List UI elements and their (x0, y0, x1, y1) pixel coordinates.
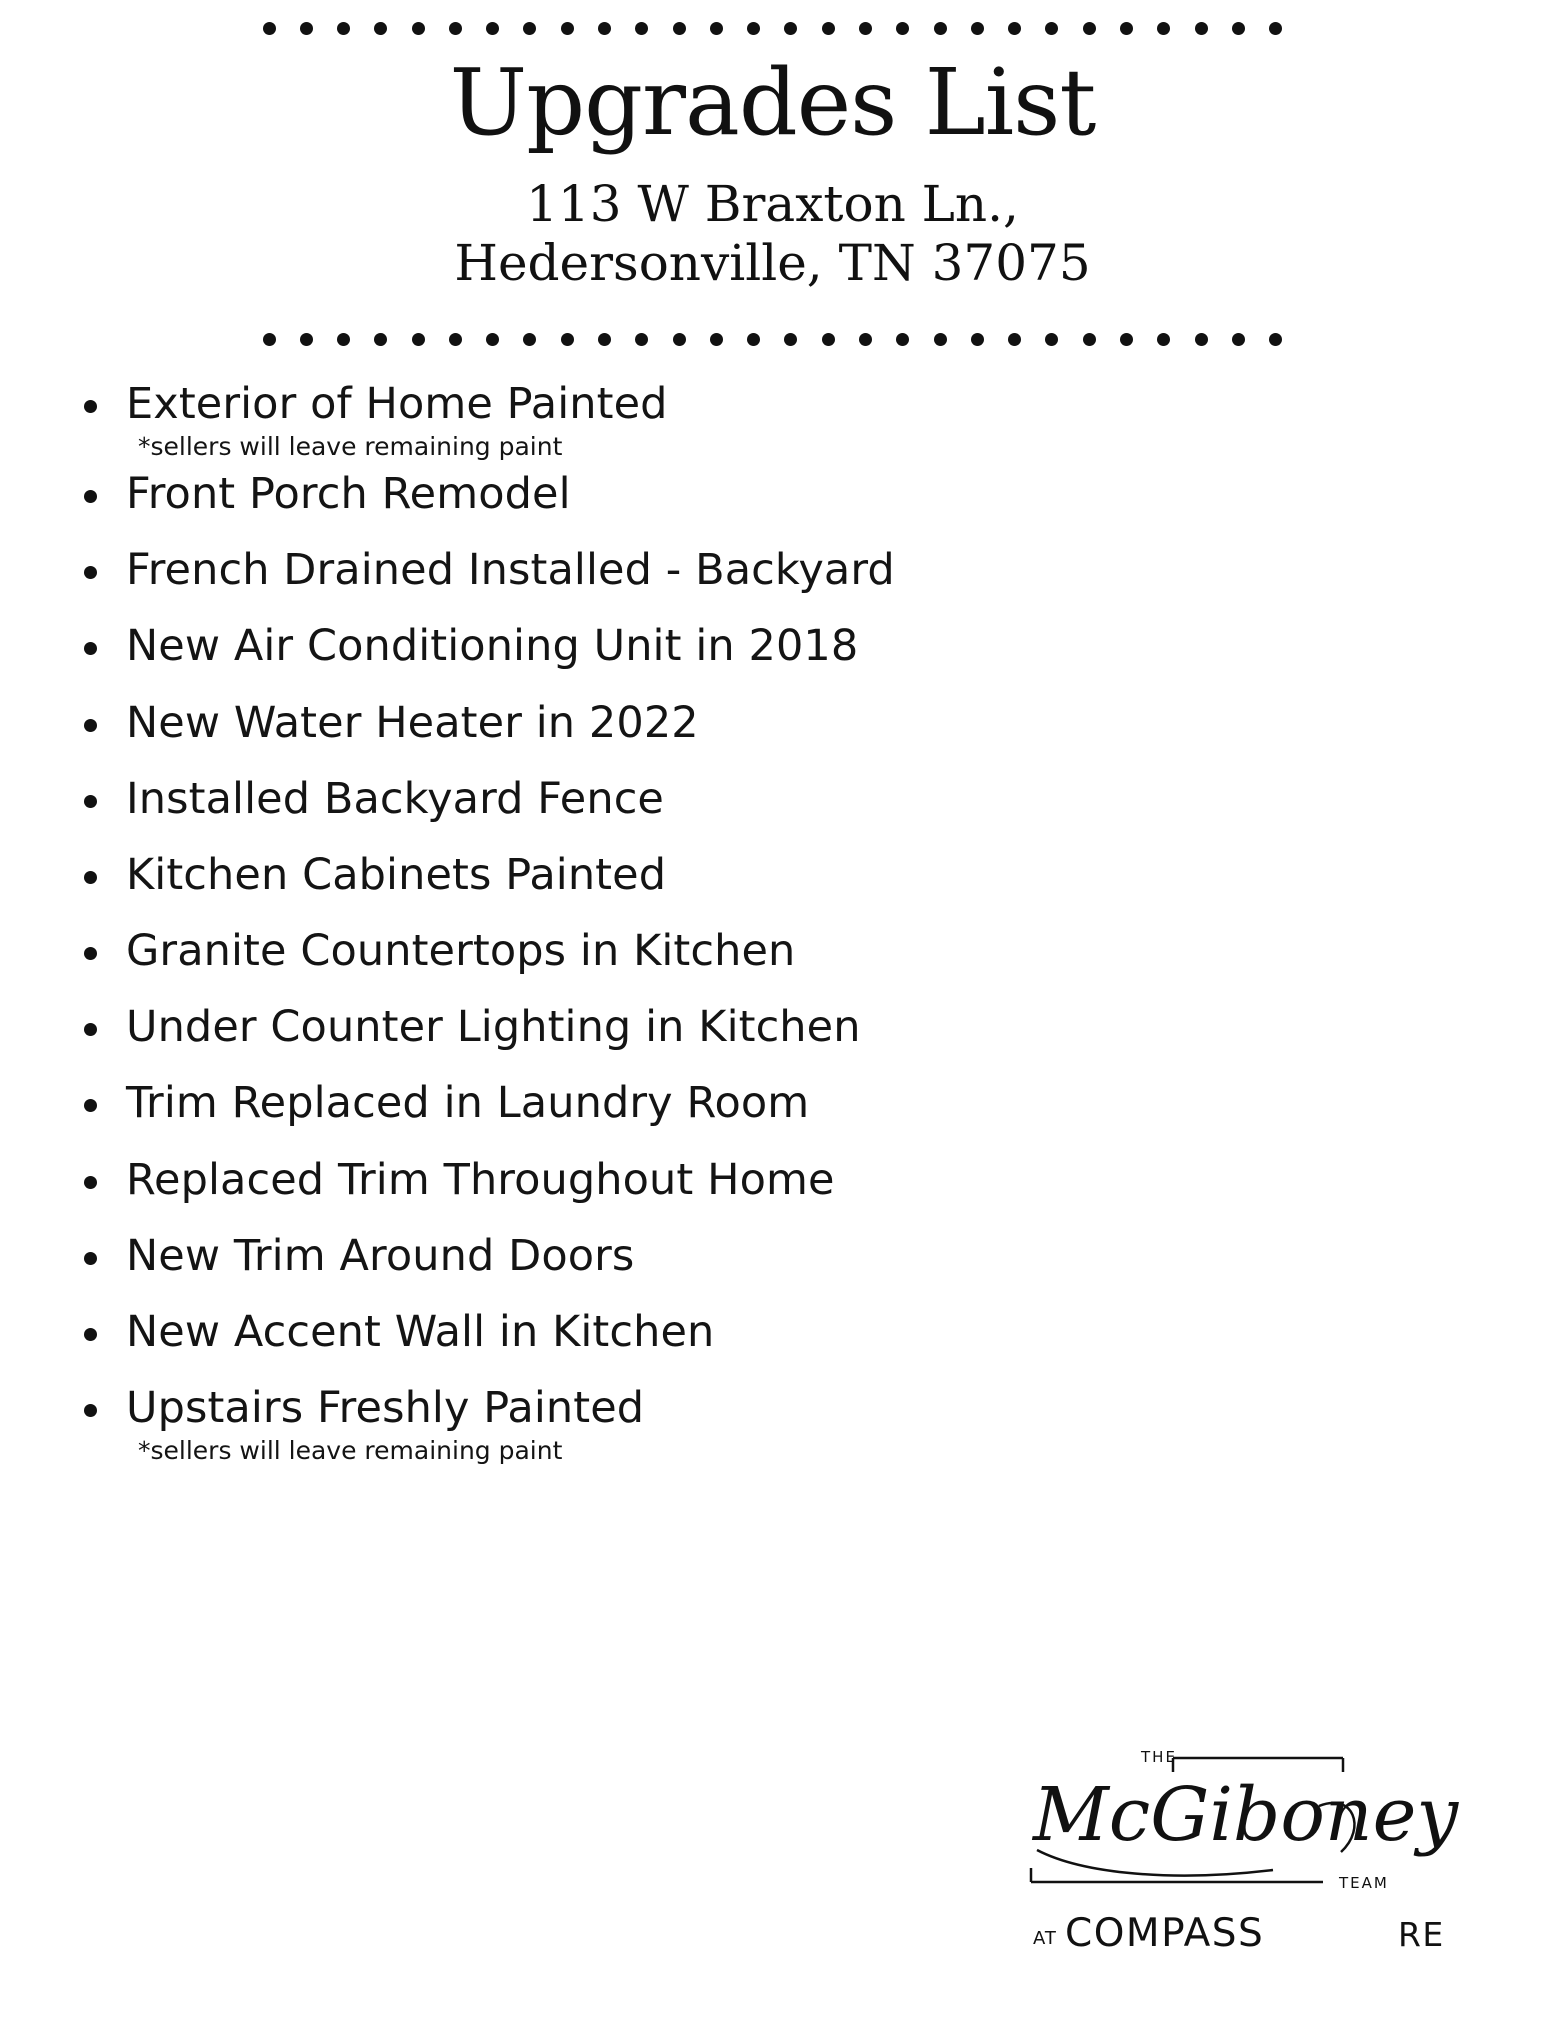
address-line-1: 113 W Braxton Ln., (526, 175, 1019, 233)
list-item (70, 699, 1545, 747)
list-item (70, 1003, 1545, 1051)
decorative-dot (673, 333, 686, 346)
decorative-dot (934, 22, 947, 35)
upgrade-label: Installed Backyard Fence (126, 773, 664, 824)
decorative-dot (896, 22, 909, 35)
upgrade-label: Front Porch Remodel (126, 469, 571, 520)
decorative-dot (1008, 333, 1021, 346)
decorative-dot (561, 333, 574, 346)
upgrade-label: Upstairs Freshly Painted (126, 1383, 645, 1434)
decorative-dot (1232, 333, 1245, 346)
decorative-dot (635, 22, 648, 35)
decorative-dot (1269, 333, 1282, 346)
decorative-dot (859, 333, 872, 346)
decorative-dot (1045, 22, 1058, 35)
decorative-dot (1232, 22, 1245, 35)
decorative-dot (300, 333, 313, 346)
decorative-dot (710, 333, 723, 346)
decorative-dot (1083, 333, 1096, 346)
list-item (70, 622, 1545, 670)
decorative-dot (710, 22, 723, 35)
page-title: Upgrades List (449, 49, 1096, 156)
list-item (70, 546, 1545, 594)
decorative-dot (598, 22, 611, 35)
upgrade-label: New Accent Wall in Kitchen (126, 1306, 715, 1357)
decorative-dot (598, 333, 611, 346)
decorative-dot (635, 333, 648, 346)
list-item (70, 1156, 1545, 1204)
decorative-dot (822, 333, 835, 346)
upgrade-label: Exterior of Home Painted (126, 379, 668, 429)
list-item (70, 775, 1545, 823)
svg-text:McGiboney: McGiboney (1033, 1772, 1459, 1858)
decorative-dot (523, 333, 536, 346)
upgrade-label: Under Counter Lighting in Kitchen (126, 1002, 861, 1053)
upgrade-note: *sellers will leave remaining paint (138, 1436, 563, 1466)
decorative-dot (971, 22, 984, 35)
upgrade-label: Granite Countertops in Kitchen (126, 926, 796, 977)
list-item (70, 470, 1545, 518)
upgrade-label: French Drained Installed - Backyard (126, 545, 895, 596)
decorative-dot (1195, 333, 1208, 346)
decorative-dot-rule-bottom (263, 333, 1283, 346)
decorative-dot (337, 333, 350, 346)
decorative-dot (263, 333, 276, 346)
decorative-dot (523, 22, 536, 35)
decorative-dot (1045, 333, 1058, 346)
address-line-2: Hedersonville, TN 37075 (454, 234, 1091, 292)
upgrade-label: Trim Replaced in Laundry Room (126, 1078, 810, 1129)
list-item (70, 380, 1545, 462)
decorative-dot (859, 22, 872, 35)
list-item (70, 1232, 1545, 1280)
decorative-dot (673, 22, 686, 35)
decorative-dot (1083, 22, 1096, 35)
decorative-dot (747, 333, 760, 346)
svg-text:THE: THE (1141, 1748, 1177, 1766)
list-item (70, 1384, 1545, 1466)
decorative-dot (374, 22, 387, 35)
decorative-dot (300, 22, 313, 35)
decorative-dot (412, 22, 425, 35)
list-item (70, 851, 1545, 899)
decorative-dot (784, 22, 797, 35)
decorative-dot-rule-top (263, 22, 1283, 35)
decorative-dot (1157, 333, 1170, 346)
svg-text:AT: AT (1033, 1928, 1057, 1949)
decorative-dot (449, 333, 462, 346)
decorative-dot (1120, 333, 1133, 346)
upgrade-label: New Trim Around Doors (126, 1230, 635, 1281)
decorative-dot (486, 333, 499, 346)
decorative-dot (449, 22, 462, 35)
mcgiboney-team-logo (1023, 1732, 1493, 1962)
upgrade-note: *sellers will leave remaining paint (138, 432, 563, 462)
decorative-dot (971, 333, 984, 346)
decorative-dot (747, 22, 760, 35)
decorative-dot (1195, 22, 1208, 35)
decorative-dot (412, 333, 425, 346)
decorative-dot (1157, 22, 1170, 35)
decorative-dot (1120, 22, 1133, 35)
decorative-dot (263, 22, 276, 35)
document-page (0, 22, 1545, 2022)
list-item (70, 1308, 1545, 1356)
svg-text:COMPASS: COMPASS (1065, 1911, 1265, 1956)
decorative-dot (561, 22, 574, 35)
decorative-dot (896, 333, 909, 346)
upgrade-label: Kitchen Cabinets Painted (126, 849, 667, 900)
svg-text:RE: RE (1398, 1915, 1445, 1954)
decorative-dot (337, 22, 350, 35)
list-item (70, 1079, 1545, 1127)
upgrades-list (0, 380, 1545, 1466)
upgrade-label: Replaced Trim Throughout Home (126, 1154, 835, 1205)
upgrade-label: New Air Conditioning Unit in 2018 (126, 621, 859, 672)
decorative-dot (1008, 22, 1021, 35)
decorative-dot (486, 22, 499, 35)
upgrade-label: New Water Heater in 2022 (126, 697, 699, 748)
property-address (0, 175, 1545, 293)
list-item (70, 927, 1545, 975)
svg-text:TEAM: TEAM (1339, 1874, 1389, 1892)
decorative-dot (374, 333, 387, 346)
decorative-dot (822, 22, 835, 35)
decorative-dot (934, 333, 947, 346)
decorative-dot (784, 333, 797, 346)
decorative-dot (1269, 22, 1282, 35)
